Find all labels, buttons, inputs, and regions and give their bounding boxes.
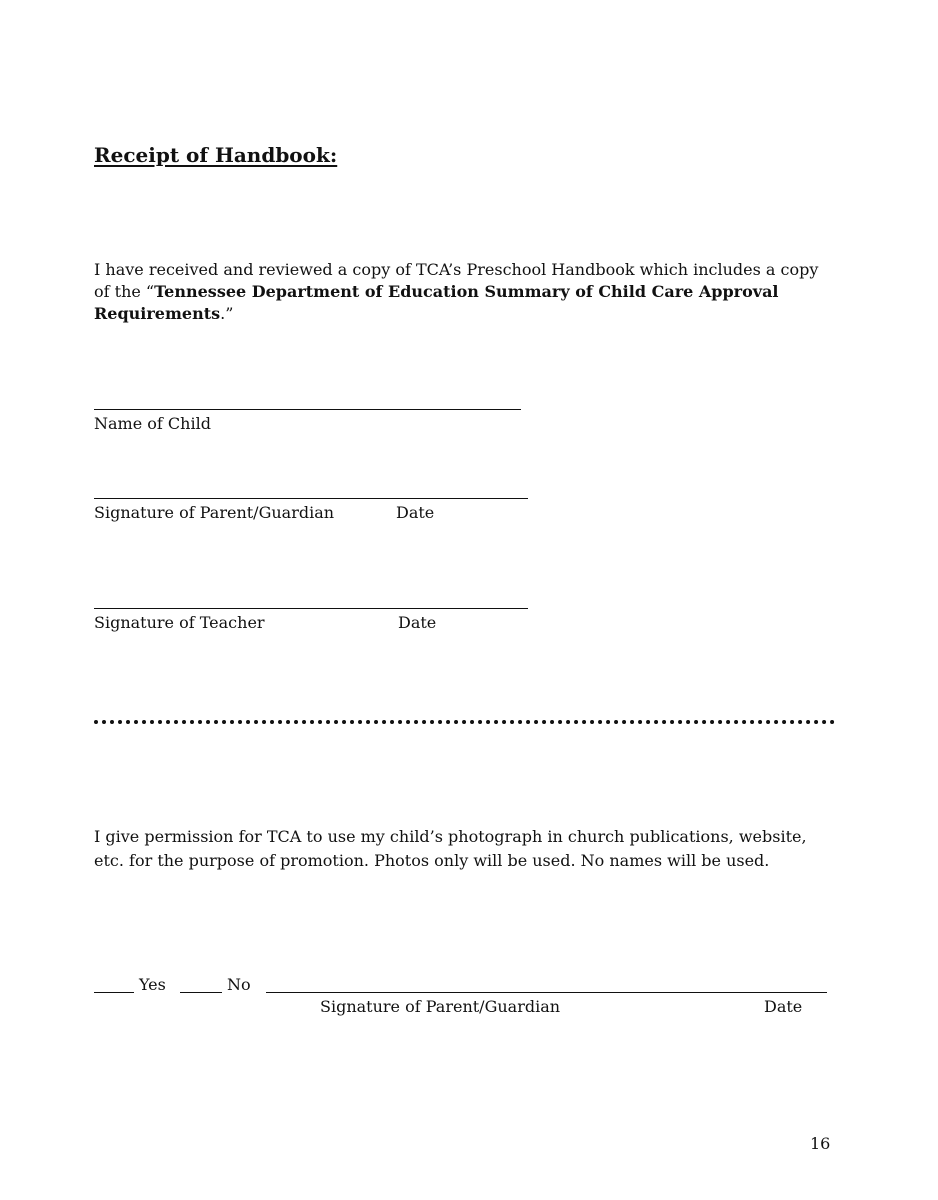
section-heading: Receipt of Handbook: (94, 143, 338, 167)
teacher-signature-line[interactable] (94, 608, 528, 609)
permission-signature-label: Signature of Parent/Guardian (320, 997, 561, 1016)
receipt-statement-text: I have received and reviewed a copy of TCA’s Preschool Handbook which includes a copy of the “ (94, 260, 819, 301)
child-name-label: Name of Child (94, 414, 211, 433)
page-number: 16 (810, 1134, 831, 1153)
dotted-divider (94, 720, 835, 724)
yes-blank-line[interactable] (94, 992, 134, 993)
receipt-statement-end: .” (220, 304, 234, 323)
no-blank-line[interactable] (180, 992, 222, 993)
teacher-date-label: Date (398, 613, 437, 632)
permission-date-label: Date (764, 997, 803, 1016)
parent-signature-line[interactable] (94, 498, 528, 499)
receipt-statement-bold-title: Tennessee Department of Education Summary of Child Care Approval Requirements (94, 282, 779, 323)
photo-permission-statement: I give permission for TCA to use my child’s photograph in church publications, website, etc. for the purpose of promotion. Photos only will be used. No names will be used. (94, 827, 807, 870)
yes-label: Yes (139, 975, 166, 994)
parent-signature-label: Signature of Parent/Guardian (94, 503, 335, 522)
no-label: No (227, 975, 251, 994)
teacher-signature-label: Signature of Teacher (94, 613, 265, 632)
child-name-line[interactable] (94, 409, 521, 410)
permission-signature-line[interactable] (266, 992, 827, 993)
parent-date-label: Date (396, 503, 435, 522)
receipt-statement (94, 259, 839, 325)
